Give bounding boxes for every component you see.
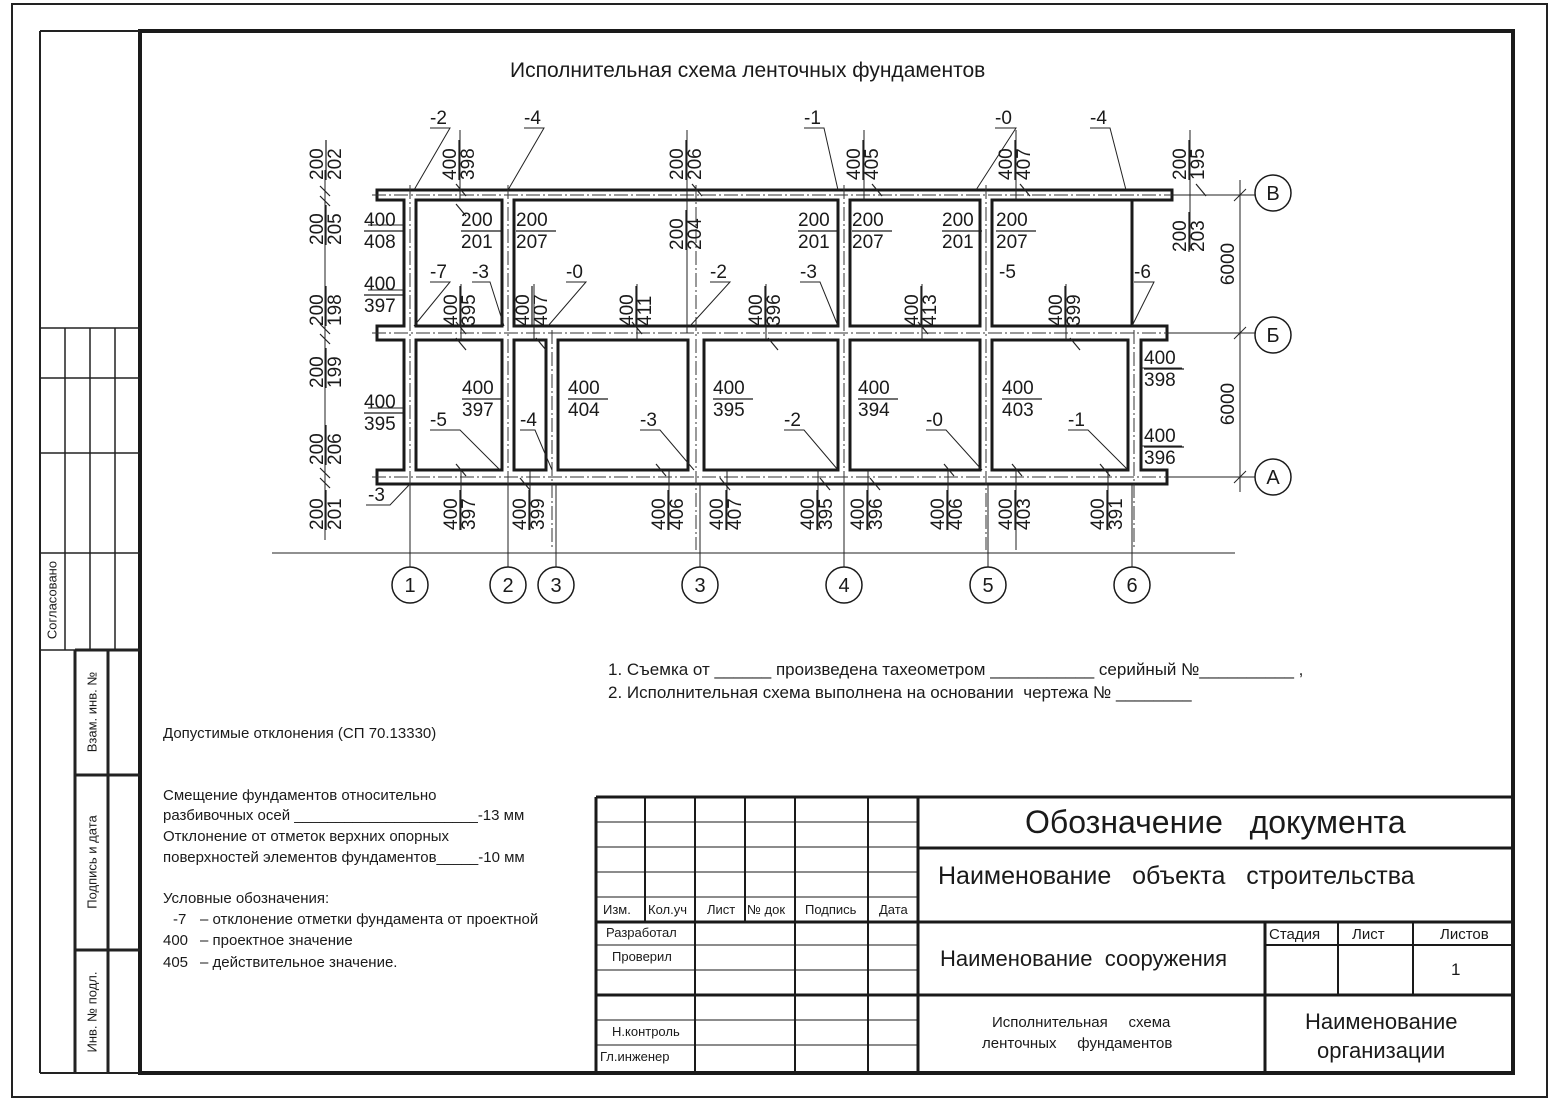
row3-dim-3-design: 400 xyxy=(713,378,745,399)
tolerance-line-1: Смещение фундаментов относительно xyxy=(163,787,437,804)
top-dim-1-actual: 398 xyxy=(458,148,479,180)
tb-doc-designation: Обозначение документа xyxy=(1025,804,1406,840)
left-margin-strip xyxy=(40,31,140,1073)
left-dim-1-design: 200 xyxy=(307,294,328,326)
row1-dim-2-actual: 207 xyxy=(516,232,548,253)
row3-dim-0-actual: 395 xyxy=(364,414,396,435)
top-dim-5-actual: 195 xyxy=(1188,148,1209,180)
row3-dev-1: -4 xyxy=(520,410,537,431)
bottom-dim-0-design: 400 xyxy=(441,498,462,530)
row2-dim-4-actual: 396 xyxy=(764,294,785,326)
bottom-dim-3-design: 400 xyxy=(707,498,728,530)
top-dim-2-actual: 206 xyxy=(685,148,706,180)
tb-sheet-label: Лист xyxy=(1352,926,1385,943)
row2-dev-6: -6 xyxy=(1134,262,1151,283)
row2-dev-1: -3 xyxy=(472,262,489,283)
top-dim-0-design: 200 xyxy=(307,148,328,180)
tb-stage-label: Стадия xyxy=(1269,926,1321,943)
span-dim-bottom: 6000 xyxy=(1218,382,1239,426)
tb-organization-2: организации xyxy=(1317,1038,1446,1063)
row2-dim-5-design: 400 xyxy=(902,294,923,326)
bottom-dim-2-design: 400 xyxy=(649,498,670,530)
row3-dim-4-design: 400 xyxy=(858,378,890,399)
row3-dim-5-actual: 403 xyxy=(1002,400,1034,421)
row2-dev-0: -7 xyxy=(430,262,447,283)
legend-key-2: 400 xyxy=(163,932,189,949)
row2-dim-6-actual: 399 xyxy=(1064,294,1085,326)
bottom-dim-6-design: 400 xyxy=(928,498,949,530)
top-dim-3-design: 400 xyxy=(844,148,865,180)
tolerance-line-2: разбивочных осей ______________________-13 мм xyxy=(163,807,525,824)
axis-centerlines xyxy=(372,185,1180,550)
axis-label-5: 5 xyxy=(982,575,994,597)
row3-dev-4: -0 xyxy=(926,410,943,431)
row3-dev-5: -1 xyxy=(1068,410,1085,431)
bottom-dev: -3 xyxy=(368,485,385,506)
top-dev-4: -4 xyxy=(1090,108,1107,129)
legend-text-3: – действительное значение. xyxy=(200,954,398,971)
row3-dim-4-actual: 394 xyxy=(858,400,890,421)
row1-dim-3-actual: 204 xyxy=(685,218,706,250)
right-dim-top-design: 200 xyxy=(1170,220,1191,252)
note-1: 1. Съемка от ______ произведена тахеометром ___________ серийный №__________ , xyxy=(608,660,1304,679)
legend-text-2: – проектное значение xyxy=(200,932,353,949)
row3-dim-7-actual: 396 xyxy=(1144,448,1176,469)
row3-dim-1-design: 400 xyxy=(462,378,494,399)
axis-label-b: Б xyxy=(1266,325,1280,347)
row1-dim-2-design: 200 xyxy=(516,210,548,231)
row3-dim-0-design: 400 xyxy=(364,392,396,413)
row2-dev-4: -3 xyxy=(800,262,817,283)
row2-dim-1-design: 400 xyxy=(441,294,462,326)
left-dim-1-actual: 198 xyxy=(325,294,346,326)
bottom-dim-3-actual: 407 xyxy=(725,498,746,530)
row1-dim-1-actual: 201 xyxy=(461,232,493,253)
row3-dev-2: -3 xyxy=(640,410,657,431)
row1-dim-6-design: 200 xyxy=(942,210,974,231)
foundation-plan xyxy=(272,108,1291,603)
tb-sheets-value: 1 xyxy=(1451,960,1461,979)
left-dim-2-design: 200 xyxy=(307,356,328,388)
axis-label-v: В xyxy=(1266,183,1280,205)
row2-dev-5: -5 xyxy=(999,262,1016,283)
tb-header-sign: Подпись xyxy=(805,902,857,917)
foundation-outline xyxy=(377,190,1172,484)
row2-dim-0-design: 400 xyxy=(364,274,396,295)
legend-text-3-value: действительное значение. xyxy=(212,954,398,971)
legend-text-1-value: отклонение отметки фундамента от проектной xyxy=(212,911,539,928)
top-dev-3: -0 xyxy=(995,108,1012,129)
row2-dim-3-design: 400 xyxy=(617,294,638,326)
row1-dim-4-design: 200 xyxy=(798,210,830,231)
left-dim-0-actual: 205 xyxy=(325,213,346,245)
left-dim-2-actual: 199 xyxy=(325,356,346,388)
legend-text-1: – отклонение отметки фундамента от проектной xyxy=(200,911,539,928)
top-dim-3-actual: 405 xyxy=(862,148,883,180)
wall-ticks xyxy=(320,184,1206,490)
row2-dim-2-design: 400 xyxy=(513,294,534,326)
row2-dim-2-actual: 407 xyxy=(531,294,552,326)
axis-label-2: 2 xyxy=(502,575,514,597)
row2-dim-1-actual: 395 xyxy=(459,294,480,326)
row3-dim-2-actual: 404 xyxy=(568,400,600,421)
row2-dim-3-actual: 411 xyxy=(635,295,656,326)
axis-label-4: 4 xyxy=(838,575,850,597)
left-dim-4-design: 200 xyxy=(307,498,328,530)
bottom-dim-8-actual: 391 xyxy=(1106,498,1127,530)
legend-heading: Условные обозначения: xyxy=(163,890,330,907)
row3-dim-3-actual: 395 xyxy=(713,400,745,421)
tb-header-date: Дата xyxy=(879,902,908,917)
stamp-inv-orig: Инв. № подл. xyxy=(84,971,100,1053)
tb-role-norm-control: Н.контроль xyxy=(612,1024,680,1039)
row3-dim-1-actual: 397 xyxy=(462,400,494,421)
tb-role-chief-engineer: Гл.инженер xyxy=(600,1049,670,1064)
top-dim-5-design: 200 xyxy=(1170,148,1191,180)
right-dim-top-actual: 203 xyxy=(1188,220,1209,252)
tb-building-name: Наименование сооружения xyxy=(940,946,1227,971)
left-dim-3-actual: 206 xyxy=(325,433,346,465)
tb-header-doc: № док xyxy=(747,902,786,917)
legend-text-2-value: проектное значение xyxy=(212,932,353,949)
bottom-dim-7-design: 400 xyxy=(996,498,1017,530)
row1-dim-3-design: 200 xyxy=(667,218,688,250)
stamp-agreed: Согласовано xyxy=(44,560,60,640)
row3-dim-6-actual: 398 xyxy=(1144,370,1176,391)
stamp-sign-date: Подпись и дата xyxy=(84,815,100,909)
drawing-title: Исполнительная схема ленточных фундаментов xyxy=(510,59,986,82)
axis-label-a: А xyxy=(1266,467,1280,489)
row1-dim-7-design: 200 xyxy=(996,210,1028,231)
row2-dim-4-design: 400 xyxy=(746,294,767,326)
top-dev-0: -2 xyxy=(430,108,447,129)
bottom-dim-4-design: 400 xyxy=(798,498,819,530)
row3-dev-0: -5 xyxy=(430,410,447,431)
tb-header-izm: Изм. xyxy=(603,902,631,917)
tb-organization-1: Наименование xyxy=(1305,1009,1458,1034)
row2-dim-5-actual: 413 xyxy=(920,294,941,326)
bottom-dim-4-actual: 395 xyxy=(816,498,837,530)
span-dim-top: 6000 xyxy=(1218,242,1239,286)
left-dim-3-design: 200 xyxy=(307,433,328,465)
row1-dim-0-design: 400 xyxy=(364,210,396,231)
bottom-dim-6-actual: 406 xyxy=(946,498,967,530)
top-dim-4-actual: 407 xyxy=(1014,148,1035,180)
row2-dim-6-design: 400 xyxy=(1046,294,1067,326)
row3-dim-5-design: 400 xyxy=(1002,378,1034,399)
top-dim-0-actual: 202 xyxy=(325,148,346,180)
row1-dim-4-actual: 201 xyxy=(798,232,830,253)
bottom-dim-1-actual: 399 xyxy=(528,498,549,530)
row1-dim-5-design: 200 xyxy=(852,210,884,231)
tolerances-heading: Допустимые отклонения (СП 70.13330) xyxy=(163,725,437,742)
row1-dim-5-actual: 207 xyxy=(852,232,884,253)
row1-dim-6-actual: 201 xyxy=(942,232,974,253)
row3-dim-2-design: 400 xyxy=(568,378,600,399)
row3-dim-7-design: 400 xyxy=(1144,426,1176,447)
row1-dim-0-actual: 408 xyxy=(364,232,396,253)
bottom-dim-8-design: 400 xyxy=(1088,498,1109,530)
stamp-inv-replace: Взам. инв. № xyxy=(84,671,100,753)
legend-key-1: -7 xyxy=(173,911,187,928)
tb-role-developer: Разработал xyxy=(606,925,677,940)
row1-dim-1-design: 200 xyxy=(461,210,493,231)
bottom-dim-5-design: 400 xyxy=(848,498,869,530)
top-dim-4-design: 400 xyxy=(996,148,1017,180)
bottom-dim-5-actual: 396 xyxy=(866,498,887,530)
top-dev-1: -4 xyxy=(524,108,541,129)
tolerance-line-4: поверхностей элементов фундаментов_____-10 мм xyxy=(163,849,525,866)
top-dim-2-design: 200 xyxy=(667,148,688,180)
row1-dim-7-actual: 207 xyxy=(996,232,1028,253)
bottom-dim-0-actual: 397 xyxy=(459,498,480,530)
row2-dev-3: -2 xyxy=(710,262,727,283)
left-dim-0-design: 200 xyxy=(307,213,328,245)
bottom-dim-2-actual: 406 xyxy=(667,498,688,530)
tb-header-kolvo: Кол.уч xyxy=(648,902,687,917)
tb-sheet-title-1: Исполнительная схема xyxy=(992,1014,1171,1031)
bottom-dim-1-design: 400 xyxy=(510,498,531,530)
row3-dev-3: -2 xyxy=(784,410,801,431)
row2-dim-0-actual: 397 xyxy=(364,296,396,317)
row3-dim-6-design: 400 xyxy=(1144,348,1176,369)
top-dev-2: -1 xyxy=(804,108,821,129)
legend-key-3: 405 xyxy=(163,954,189,971)
axis-label-3b: 3 xyxy=(694,575,706,597)
bottom-dim-7-actual: 403 xyxy=(1014,498,1035,530)
tb-sheets-label: Листов xyxy=(1440,926,1489,943)
tb-role-checker: Проверил xyxy=(612,949,672,964)
note-2: 2. Исполнительная схема выполнена на основании чертежа № ________ xyxy=(608,683,1192,702)
dimension-labels xyxy=(307,108,1209,530)
tolerance-line-3: Отклонение от отметок верхних опорных xyxy=(163,828,450,845)
row2-dev-2: -0 xyxy=(566,262,583,283)
left-dim-4-actual: 201 xyxy=(325,498,346,530)
tb-object-name: Наименование объекта строительства xyxy=(938,862,1415,890)
axis-label-6: 6 xyxy=(1126,575,1138,597)
top-dim-1-design: 400 xyxy=(440,148,461,180)
tb-header-list: Лист xyxy=(707,902,736,917)
tb-sheet-title-2: ленточных фундаментов xyxy=(982,1035,1173,1052)
axis-label-3a: 3 xyxy=(550,575,562,597)
axis-label-1: 1 xyxy=(404,575,416,597)
